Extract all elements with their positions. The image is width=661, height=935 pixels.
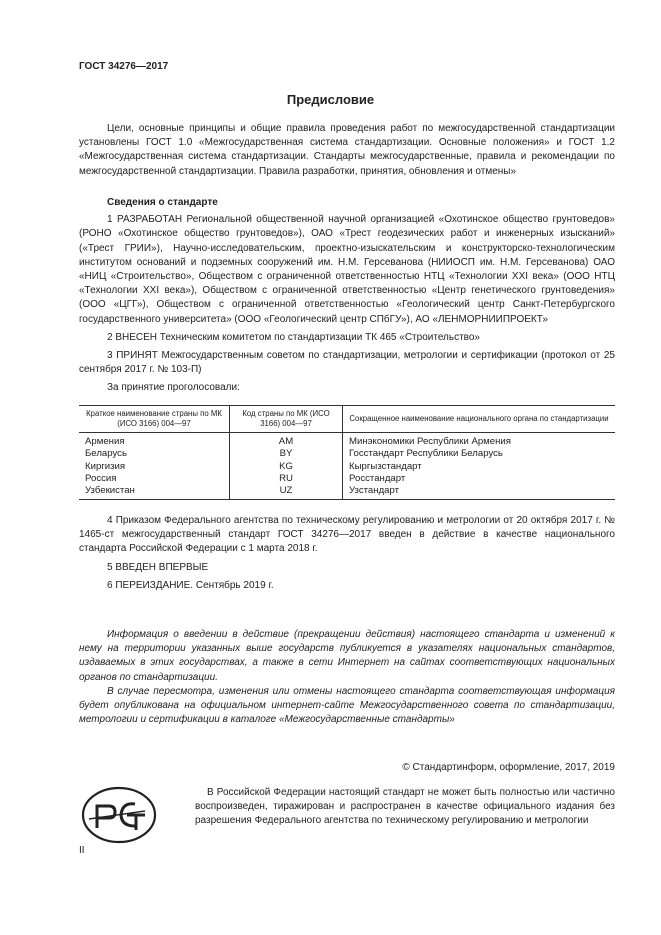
rst-logo-icon bbox=[79, 784, 159, 846]
vote-table-header bbox=[79, 406, 615, 433]
header-code: Код страны по МК (ИСО 3166) 004—97 bbox=[230, 406, 343, 433]
copyright-line: © Стандартинформ, оформление, 2017, 2019 bbox=[402, 762, 615, 773]
information-notice bbox=[79, 628, 615, 727]
page-title: Предисловие bbox=[286, 92, 375, 107]
about-item-3: 3 ПРИНЯТ Межгосударственным советом по стандартизации, метрологии и сертификации (протокол от 25 сентября 2017 г. № 103-П) bbox=[79, 350, 615, 376]
about-item-2: 2 ВНЕСЕН Техническим комитетом по стандартизации ТК 465 «Строительство» bbox=[107, 331, 480, 343]
country-name: Беларусь bbox=[85, 448, 127, 460]
standard-code-header: ГОСТ 34276—2017 bbox=[79, 61, 169, 72]
country-code: UZ bbox=[230, 485, 343, 500]
intro-section bbox=[79, 122, 615, 179]
page-number: II bbox=[79, 845, 85, 856]
table-row bbox=[79, 433, 615, 449]
country-name: Узбекистан bbox=[79, 485, 230, 500]
info-paragraph-2: В случае пересмотра, изменения или отмены настоящего стандарта соответствующая информация будет опубликована на официальном интернет-сайте Межгосударственного совета по стандартизации, метрологии и сертификации в каталоге «Межгосударственные стандарты» bbox=[79, 685, 615, 726]
item-4-order: 4 Приказом Федерального агентства по техническому регулированию и метрологии от 20 октября 2017 г. № 1465-ст межгосударственный стандарт ГОСТ 34276—2017 введен в действие в качестве национального стандарта Российской Федерации с 1 марта 2018 г. bbox=[79, 515, 615, 555]
country-code: BY bbox=[230, 448, 343, 460]
country-name: Россия bbox=[85, 472, 117, 484]
country-code: KG bbox=[230, 461, 343, 473]
header-authority: Сокращенное наименование национального органа по стандартизации bbox=[343, 406, 616, 433]
country-code: RU bbox=[230, 473, 343, 485]
about-standard-section bbox=[79, 196, 615, 396]
table-row bbox=[79, 461, 615, 473]
vote-table bbox=[79, 405, 615, 500]
reproduction-notice bbox=[195, 786, 615, 829]
voted-label: За принятие проголосовали: bbox=[107, 382, 240, 394]
country-code: AM bbox=[230, 433, 343, 449]
authority-name: Минэкономики Республики Армения bbox=[343, 433, 616, 449]
header-country: Краткое наименование страны по МК (ИСО 3166) 004—97 bbox=[79, 406, 230, 433]
about-item-1: 1 РАЗРАБОТАН Региональной общественной научной организацией «Охотинское общество грунтоведов» (РОНО «Охотинское общество грунтоведов»), ОАО «Трест геодезических работ и инженерных изысканий» («Трест ГРИИ»), Научно-исследовательским, проектно-изыскательским и конструкторско-технологическим институтом оснований и подземных сооружений им. Н.М. Герсеванова (НИИОСП им. Н.М. Герсеванова) ОАО «НИЦ «Строительство», Обществом с ограниченной ответственностью НТЦ «Технологии XXI века» (ООО НТЦ «Технологии XXI века»), Обществом с ограниченной ответственностью «Центр генетического грунтоведения» (ООО «ЦГГ»), Обществом с ограниченной ответственностью «Геологический центр Санкт-Петербургского государственного университета» (ООО «Геологический центр СПбГУ»), АО «ЛЕНМОРНИИПРОЕКТ» bbox=[79, 214, 615, 325]
item-5-introduced: 5 ВВЕДЕН ВПЕРВЫЕ bbox=[107, 561, 209, 573]
authority-name: Узстандарт bbox=[343, 485, 616, 500]
country-name: Киргизия bbox=[85, 460, 126, 472]
table-row bbox=[79, 485, 615, 500]
table-row bbox=[79, 448, 615, 460]
authority-name: Росстандарт bbox=[343, 473, 616, 485]
implementation-section bbox=[79, 514, 615, 593]
about-heading: Сведения о стандарте bbox=[107, 197, 218, 208]
info-paragraph-1: Информация о введении в действие (прекращении действия) настоящего стандарта и изменений к нему на территории указанных выше государств публикуется в указателях национальных стандартов, издаваемых в этих государствах, а также в сети Интернет на сайтах соответствующих национальных органов по стандартизации. bbox=[79, 629, 615, 683]
intro-paragraph: Цели, основные принципы и общие правила проведения работ по межгосударственной стандартизации установлены ГОСТ 1.0 «Межгосударственная система стандартизации. Основные положения» и ГОСТ 1.2 «Межгосударственная система стандартизации. Стандарты межгосударственные, правила и рекомендации по межгосударственной стандартизации. Правила разработки, принятия, обновления и отмены» bbox=[79, 123, 615, 177]
authority-name: Кыргызстандарт bbox=[343, 461, 616, 473]
item-6-reissue: 6 ПЕРЕИЗДАНИЕ. Сентябрь 2019 г. bbox=[107, 579, 274, 591]
table-row bbox=[79, 473, 615, 485]
authority-name: Госстандарт Республики Беларусь bbox=[343, 448, 616, 460]
country-name: Армения bbox=[85, 436, 125, 447]
notice-text: В Российской Федерации настоящий стандарт не может быть полностью или частично воспроизведен, тиражирован и распространен в качестве официального издания без разрешения Федерального агентства по техническому регулированию и метрологии bbox=[195, 787, 615, 827]
